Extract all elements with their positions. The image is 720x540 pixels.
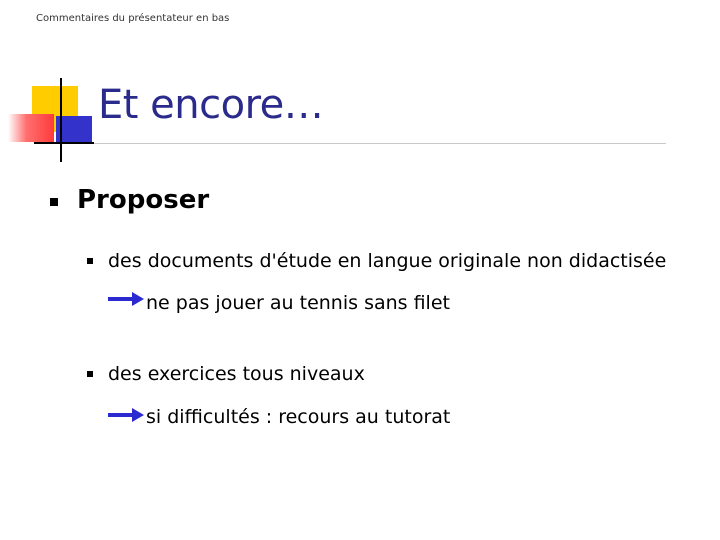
presenter-notes-caption: Commentaires du présentateur en bas [36, 13, 230, 24]
square-bullet-icon [87, 258, 93, 264]
square-bullet-icon [87, 371, 93, 377]
title-underline [94, 143, 666, 144]
arrow-right-icon [106, 408, 146, 422]
sub-bullet-text: des documents d'étude en langue originale non didactisée [108, 250, 667, 272]
decor-vertical-line [60, 78, 62, 162]
slide-title: Et encore… [98, 82, 324, 128]
main-bullet-text: Proposer [77, 185, 210, 215]
decor-horizontal-line [34, 142, 94, 144]
decor-red-bar [8, 114, 54, 142]
consequence-text: ne pas jouer au tennis sans filet [146, 292, 450, 314]
square-bullet-icon [50, 198, 58, 206]
sub-bullet-text: des exercices tous niveaux [108, 363, 365, 385]
arrow-right-icon [106, 292, 146, 306]
consequence-text: si difficultés : recours au tutorat [146, 406, 451, 428]
title-decoration [0, 70, 110, 170]
